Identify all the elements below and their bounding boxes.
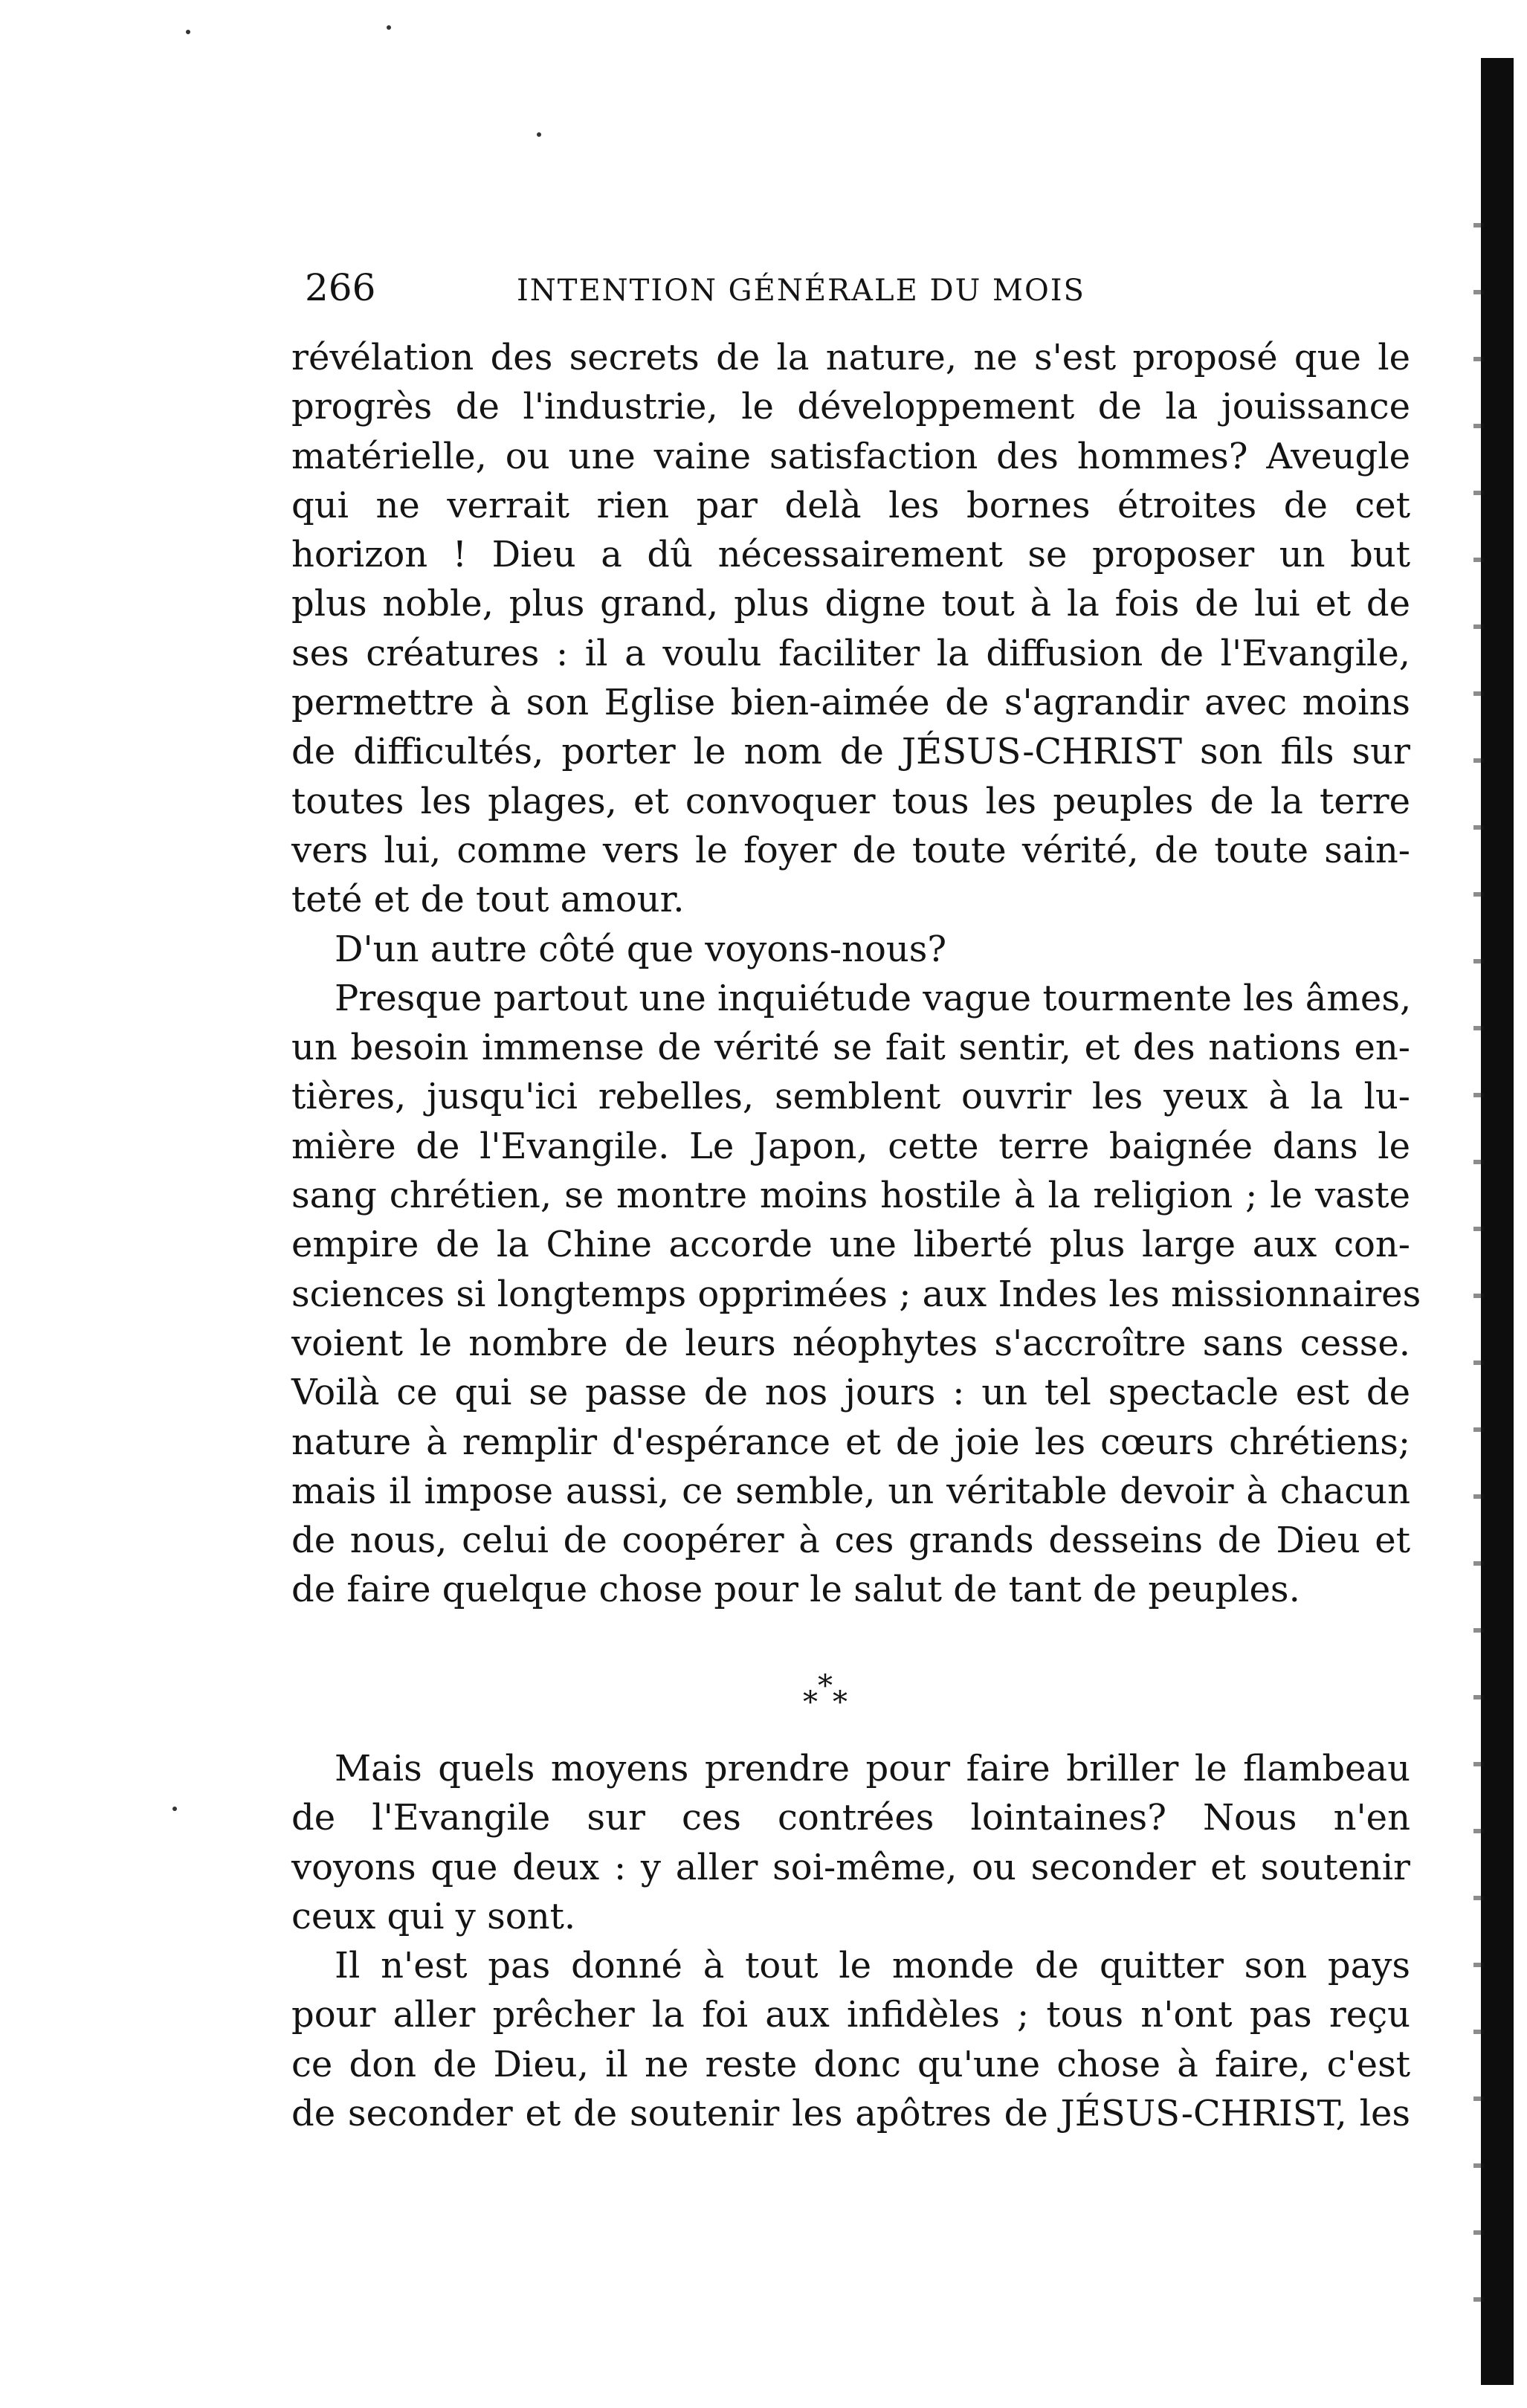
text-line: de nous, celui de coopérer à ces grands desseins de Dieu et — [291, 1520, 1410, 1562]
text-line: Il n'est pas donné à tout le monde de quitter son pays — [335, 1945, 1410, 1987]
text-line: matérielle, ou une vaine satisfaction des hommes? Aveugle — [291, 435, 1410, 477]
text-line: voient le nombre de leurs néophytes s'accroître sans cesse. — [291, 1322, 1410, 1364]
paragraph — [291, 925, 1410, 974]
asterism-star: * — [833, 1685, 848, 1720]
text-line: teté et de tout amour. — [291, 879, 685, 921]
text-line: mais il impose aussi, ce semble, un véritable devoir à chacun — [291, 1470, 1410, 1512]
text-line: ceux qui y sont. — [291, 1895, 576, 1937]
body-text-top — [291, 333, 1421, 1615]
text-line: révélation des secrets de la nature, ne s'est proposé que le — [291, 337, 1410, 378]
asterism-star: * — [803, 1685, 818, 1720]
text-line: Voilà ce qui se passe de nos jours : un tel spectacle est de — [291, 1372, 1410, 1414]
text-line: sciences si longtemps opprimées ; aux Indes les missionnaires — [291, 1273, 1421, 1315]
text-line: de seconder et de soutenir les apôtres de JÉSUS-CHRIST, les — [291, 2093, 1410, 2135]
paragraph — [291, 1744, 1410, 1941]
text-line: mière de l'Evangile. Le Japon, cette terre baignée dans le — [291, 1125, 1410, 1167]
paragraph — [291, 974, 1421, 1615]
text-line: voyons que deux : y aller soi-même, ou seconder et soutenir — [291, 1846, 1410, 1888]
page-edge-shadow — [1473, 223, 1484, 2305]
asterism-star: * — [818, 1669, 833, 1703]
paper-speck — [537, 132, 541, 137]
text-line: toutes les plages, et convoquer tous les peuples de la terre — [291, 780, 1410, 822]
text-line: permettre à son Eglise bien-aimée de s'agrandir avec moins — [291, 682, 1410, 724]
text-line: plus noble, plus grand, plus digne tout à la fois de lui et de — [291, 583, 1410, 625]
running-head — [305, 262, 1465, 314]
text-line: Presque partout une inquiétude vague tourmente les âmes, — [335, 977, 1412, 1019]
text-line: de faire quelque chose pour le salut de tant de peuples. — [291, 1569, 1300, 1611]
running-title: INTENTION GÉNÉRALE DU MOIS — [517, 274, 1085, 308]
text-line: ses créatures : il a voulu faciliter la diffusion de l'Evangile, — [291, 632, 1410, 674]
asterism-divider — [803, 1671, 892, 1731]
text-line: progrès de l'industrie, le développement de la jouissance — [291, 386, 1410, 428]
text-line: horizon ! Dieu a dû nécessairement se proposer un but — [291, 534, 1410, 576]
paragraph — [291, 1941, 1410, 2138]
body-text-bottom — [291, 1744, 1410, 2138]
text-line: sang chrétien, se montre moins hostile à la religion ; le vaste — [291, 1175, 1410, 1217]
text-line: ce don de Dieu, il ne reste donc qu'une chose à faire, c'est — [291, 2043, 1410, 2085]
text-line: qui ne verrait rien par delà les bornes étroites de cet — [291, 484, 1410, 526]
text-line: vers lui, comme vers le foyer de toute vérité, de toute sain- — [291, 829, 1410, 871]
paper-speck — [172, 1807, 177, 1811]
text-line: de difficultés, porter le nom de JÉSUS-CHRIST son fils sur — [291, 731, 1410, 773]
text-line: pour aller prêcher la foi aux infidèles ; tous n'ont pas reçu — [291, 1994, 1410, 2036]
text-line: D'un autre côté que voyons-nous? — [335, 928, 947, 970]
text-line: tières, jusqu'ici rebelles, semblent ouvrir les yeux à la lu- — [291, 1076, 1410, 1118]
paper-speck — [387, 25, 391, 30]
text-line: de l'Evangile sur ces contrées lointaines? Nous n'en — [291, 1797, 1410, 1839]
text-line: nature à remplir d'espérance et de joie les cœurs chrétiens; — [291, 1421, 1410, 1463]
text-line: empire de la Chine accorde une liberté plus large aux con- — [291, 1224, 1410, 1266]
book-spine-shadow — [1481, 58, 1514, 2385]
text-line: un besoin immense de vérité se fait sentir, et des nations en- — [291, 1027, 1410, 1069]
paper-speck — [186, 30, 190, 34]
paragraph — [291, 333, 1410, 925]
text-line: Mais quels moyens prendre pour faire briller le flambeau — [335, 1748, 1410, 1789]
page-number: 266 — [305, 266, 376, 309]
